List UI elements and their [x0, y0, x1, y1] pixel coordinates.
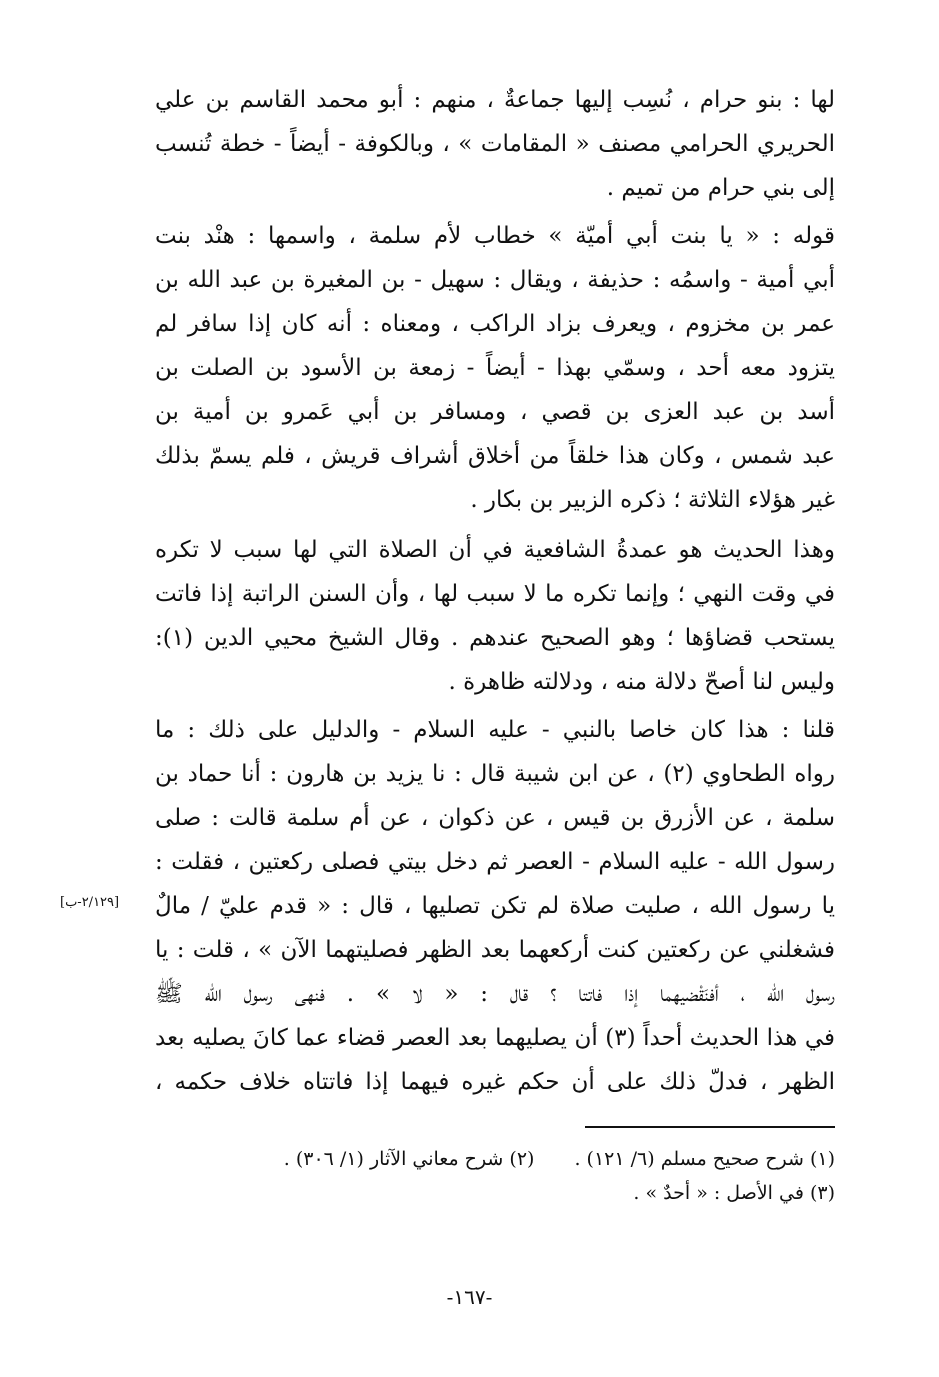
margin-folio-note: [٢/١٢٩-ب] — [60, 895, 120, 910]
text-line-20: فشغلني عن ركعتين كنت أركعهما بعد الظهر فصليتهما الآن » ، قلت : يا — [155, 937, 835, 963]
text-line-22: في هذا الحديث أحداً (٣) أن يصليهما بعد العصر قضاء عما كانَ يصليه بعد — [155, 1025, 835, 1051]
text-line-13: يستحب قضاؤها ؛ وهو الصحيح عندهم . وقال الشيخ محيي الدين (١): — [155, 625, 835, 651]
text-line-2: الحريري الحرامي مصنف « المقامات » ، وبالكوفة - أيضاً - خطة تُنسب — [155, 131, 835, 157]
footnote-2: (٢) شرح معاني الآثار (١/ ٣٠٦) . — [283, 1148, 535, 1170]
footnote-row-1 — [135, 1144, 835, 1174]
text-line-10: غير هؤلاء الثلاثة ؛ ذكره الزبير بن بكار . — [470, 487, 835, 513]
text-line-6: عمر بن مخزوم ، ويعرف بزاد الراكب ، ومعناه : أنه كان إذا سافر لم — [155, 311, 835, 337]
text-line-9: عبد شمس ، وكان هذا خلقاً من أخلاق أشراف قريش ، فلم يسمّ بذلك — [155, 443, 835, 469]
footnote-3: (٣) في الأصل : « أحدٌ » . — [633, 1182, 835, 1204]
text-line-7: يتزود معه أحد ، وسمّي بهذا - أيضاً - زمعة بن الأسود بن الصلت بن — [155, 355, 835, 381]
text-line-16: رواه الطحاوي (٢) ، عن ابن شيبة قال : نا يزيد بن هارون : أنا حماد بن — [155, 761, 836, 787]
text-line-14: وليس لنا أصحّ دلالة منه ، ودلالته ظاهرة . — [448, 669, 835, 695]
text-line-12: في وقت النهي ؛ وإنما تكره ما لا سبب لها ، وأن السنن الراتبة إذا فاتت — [155, 581, 835, 607]
text-line-21: رسول الله ، أفنَقْضيهما إذا فاتتا ؟ قال : « لا » . فنهى رسول الله ﷺ — [155, 981, 835, 1007]
page-number: -١٦٧- — [446, 1285, 493, 1309]
text-line-4: قوله : « يا بنت أبي أميّة » خطاب لأم سلمة ، واسمها : هنْد بنت — [155, 223, 835, 249]
text-line-15: قلنا : هذا كان خاصا بالنبي - عليه السلام - والدليل على ذلك : ما — [155, 717, 835, 743]
text-line-23: الظهر ، فدلّ ذلك على أن حكم غيره فيهما إذا فاتتاه خلاف حكمه ، — [155, 1069, 835, 1095]
text-line-17: سلمة ، عن الأزرق بن قيس ، عن ذكوان ، عن أم سلمة قالت : صلى — [155, 805, 835, 831]
text-line-19: يا رسول الله ، صليت صلاة لم تكن تصليها ، قال : « قدم عليّ / مالٌ — [155, 893, 835, 919]
footnote-row-2 — [135, 1178, 835, 1208]
text-line-11: وهذا الحديث هو عمدةُ الشافعية في أن الصلاة التي لها سبب لا تكره — [155, 537, 835, 563]
text-line-18: رسول الله - عليه السلام - العصر ثم دخل بيتي فصلى ركعتين ، فقلت : — [155, 849, 835, 875]
text-line-5: أبي أمية - واسمُه : حذيفة ، ويقال : سهيل - بن المغيرة بن عبد الله بن — [155, 267, 835, 293]
text-line-1: لها : بنو حرام ، نُسِب إليها جماعةٌ ، منهم : أبو محمد القاسم بن علي — [155, 87, 835, 113]
footnote-divider — [585, 1126, 835, 1128]
text-line-3: إلى بني حرام من تميم . — [606, 175, 835, 201]
text-line-8: أسد بن عبد العزى بن قصي ، ومسافر بن أبي عَمرو بن أمية بن — [155, 399, 835, 425]
footnote-1: (١) شرح صحيح مسلم (٦/ ١٢١) . — [574, 1148, 835, 1170]
